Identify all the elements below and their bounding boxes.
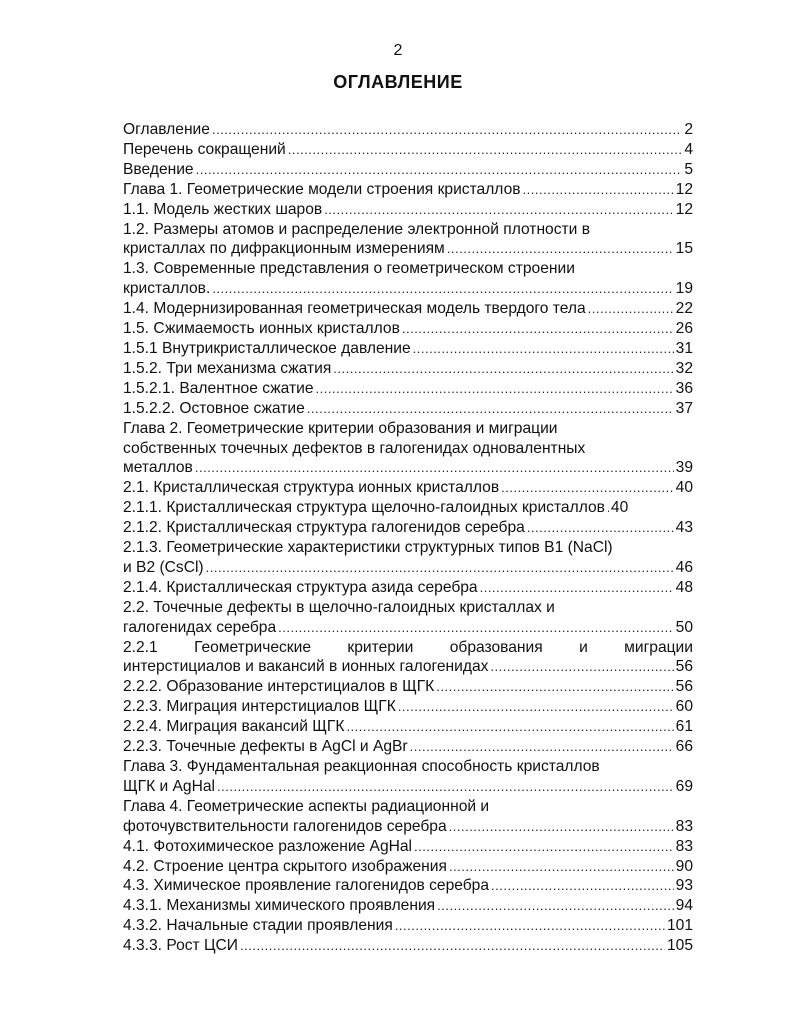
dot-leader xyxy=(523,180,674,200)
toc-entry-title: галогенидах серебра xyxy=(123,618,277,636)
toc-entry-title: 2.2.3. Миграция интерстициалов ЩГК xyxy=(123,698,396,716)
toc-entry-title: 4.1. Фотохимическое разложение AgHal xyxy=(123,837,413,855)
toc-entry-title: Перечень сокращений xyxy=(123,140,286,158)
dot-leader xyxy=(196,160,683,180)
dot-leader xyxy=(607,498,609,518)
table-of-contents xyxy=(123,120,693,956)
toc-entry-title-line: Глава 3. Фундаментальная реакционная способность кристаллов xyxy=(123,758,600,775)
toc-entry-page: 40 xyxy=(675,479,693,497)
toc-entry-page: 94 xyxy=(675,897,693,915)
toc-entry-page: 43 xyxy=(675,519,693,537)
toc-entry[interactable] xyxy=(123,120,693,140)
toc-entry[interactable] xyxy=(123,857,693,877)
toc-entry-title: Оглавление xyxy=(123,121,210,138)
toc-entry[interactable] xyxy=(123,936,693,956)
toc-entry-page: 37 xyxy=(675,399,693,417)
toc-entry-page: 2 xyxy=(684,121,693,138)
dot-leader xyxy=(490,657,673,677)
toc-entry-page: 56 xyxy=(675,658,693,676)
toc-entry-page: 12 xyxy=(675,180,693,198)
dot-leader xyxy=(410,737,674,757)
toc-entry-title: 2.1. Кристаллическая структура ионных кристаллов xyxy=(123,479,500,497)
toc-entry-title: 2.2.4. Миграция вакансий ЩГК xyxy=(123,718,345,736)
dot-leader xyxy=(346,717,673,737)
toc-word: критерии xyxy=(347,638,414,656)
toc-entry-title: 1.1. Модель жестких шаров xyxy=(123,200,323,218)
toc-entry-title: 2.1.2. Кристаллическая структура галогенидов серебра xyxy=(123,519,525,537)
toc-entry-page: 15 xyxy=(675,240,693,258)
toc-entry[interactable] xyxy=(123,538,693,578)
toc-entry-title-line: 1.3. Современные представления о геометрическом строении xyxy=(123,260,575,278)
dot-leader xyxy=(212,279,673,299)
toc-entry[interactable] xyxy=(123,339,693,359)
toc-entry[interactable] xyxy=(123,638,693,678)
toc-entry-title: кристаллов. xyxy=(123,280,211,298)
toc-entry-title: 2.2.3. Точечные дефекты в AgCl и AgBr xyxy=(123,738,408,756)
dot-leader xyxy=(288,140,683,160)
toc-word: образования xyxy=(449,638,543,656)
toc-entry[interactable] xyxy=(123,220,693,260)
toc-entry-title-line: Глава 4. Геометрические аспекты радиационной и xyxy=(123,797,490,815)
toc-entry[interactable] xyxy=(123,419,693,479)
toc-entry[interactable] xyxy=(123,200,693,220)
toc-entry-page: 61 xyxy=(675,718,693,736)
dot-leader xyxy=(402,319,674,339)
toc-entry-page: 32 xyxy=(675,359,693,377)
toc-entry-page: 66 xyxy=(675,738,693,756)
toc-entry-title-line: 2.1.3. Геометрические характеристики структурных типов В1 (NaCl) xyxy=(123,539,613,557)
toc-entry[interactable] xyxy=(123,359,693,379)
toc-entry-title-line: собственных точечных дефектов в галогенидах одновалентных xyxy=(123,439,586,457)
toc-entry-title: металлов xyxy=(123,459,193,477)
dot-leader xyxy=(278,618,674,638)
toc-entry-title: 2.1.1. Кристаллическая структура щелочно-галоидных кристаллов xyxy=(123,499,605,517)
dot-leader xyxy=(395,916,665,936)
toc-word: миграции xyxy=(624,638,693,656)
dot-leader xyxy=(449,817,674,837)
dot-leader xyxy=(527,518,674,538)
dot-leader xyxy=(449,857,674,877)
dot-leader xyxy=(413,339,674,359)
toc-entry-page: 60 xyxy=(675,698,693,716)
dot-leader xyxy=(480,578,674,598)
toc-entry[interactable] xyxy=(123,140,693,160)
toc-entry-title: 4.3. Химическое проявление галогенидов серебра xyxy=(123,877,490,895)
toc-entry-title: интерстициалов и вакансий в ионных галогенидах xyxy=(123,658,489,676)
toc-entry-page: 26 xyxy=(675,320,693,338)
toc-entry[interactable] xyxy=(123,299,693,319)
toc-entry-title: фоточувствительности галогенидов серебра xyxy=(123,817,447,835)
toc-entry-title-line: Глава 2. Геометрические критерии образования и миграции xyxy=(123,419,558,437)
toc-entry-page: 101 xyxy=(666,917,693,935)
toc-entry-page: 83 xyxy=(675,837,693,855)
dot-leader xyxy=(436,677,673,697)
toc-entry-page: 56 xyxy=(675,678,693,696)
dot-leader xyxy=(501,478,674,498)
toc-word: и xyxy=(579,638,588,656)
dot-leader xyxy=(195,458,674,478)
dot-leader xyxy=(414,837,674,857)
toc-entry-title: 2.2.2. Образование интерстициалов в ЩГК xyxy=(123,678,435,696)
toc-entry-page: 90 xyxy=(675,857,693,875)
dot-leader xyxy=(491,876,674,896)
dot-leader xyxy=(588,299,674,319)
toc-entry[interactable] xyxy=(123,797,693,837)
toc-entry-title: 1.5. Сжимаемость ионных кристаллов xyxy=(123,320,400,338)
toc-entry-page: 22 xyxy=(675,300,693,318)
toc-entry-title: Введение xyxy=(123,160,194,178)
dot-leader xyxy=(316,379,674,399)
toc-entry[interactable] xyxy=(123,578,693,598)
toc-entry[interactable] xyxy=(123,757,693,797)
toc-entry-page: 4 xyxy=(684,140,693,158)
toc-entry-page: 31 xyxy=(675,339,693,357)
toc-entry-title: 1.5.2.2. Остовное сжатие xyxy=(123,399,305,417)
toc-entry-page: 40 xyxy=(610,499,629,517)
toc-entry-title-line: 2.2. Точечные дефекты в щелочно-галоидных кристаллах и xyxy=(123,598,555,616)
dot-leader xyxy=(307,399,674,419)
dot-leader xyxy=(324,200,673,220)
dot-leader xyxy=(437,896,674,916)
toc-entry[interactable] xyxy=(123,160,693,180)
toc-entry[interactable] xyxy=(123,319,693,339)
toc-entry[interactable] xyxy=(123,717,693,737)
toc-entry[interactable] xyxy=(123,180,693,200)
toc-entry[interactable] xyxy=(123,677,693,697)
toc-entry-title: 4.3.3. Рост ЦСИ xyxy=(123,937,239,955)
toc-entry-title: 1.5.2. Три механизма сжатия xyxy=(123,359,332,377)
toc-entry-title: ЩГК и AgHal xyxy=(123,777,215,795)
toc-entry-title: и В2 (CsCl) xyxy=(123,558,204,576)
toc-entry-title: Глава 1. Геометрические модели строения кристаллов xyxy=(123,180,521,198)
toc-entry[interactable] xyxy=(123,598,693,638)
toc-entry[interactable] xyxy=(123,259,693,299)
page-number: 2 xyxy=(393,42,403,59)
toc-entry-title: 4.2. Строение центра скрытого изображения xyxy=(123,857,447,875)
toc-entry-title-line: 1.2. Размеры атомов и распределение электронной плотности в xyxy=(123,220,590,238)
toc-entry-title: 4.3.1. Механизмы химического проявления xyxy=(123,897,436,915)
toc-entry-title: 1.5.1 Внутрикристаллическое давление xyxy=(123,339,411,357)
toc-entry-page: 48 xyxy=(675,578,693,596)
toc-entry-page: 12 xyxy=(675,200,693,218)
toc-entry[interactable] xyxy=(123,697,693,717)
toc-word: Геометрические xyxy=(194,638,312,656)
dot-leader xyxy=(333,359,673,379)
toc-entry-page: 5 xyxy=(684,160,693,178)
toc-entry[interactable] xyxy=(123,896,693,916)
dot-leader xyxy=(240,936,665,956)
toc-entry[interactable] xyxy=(123,518,693,538)
toc-entry-page: 46 xyxy=(675,558,693,576)
toc-entry-title: 2.1.4. Кристаллическая структура азида серебра xyxy=(123,578,478,596)
toc-entry-page: 19 xyxy=(675,280,693,298)
dot-leader xyxy=(398,697,674,717)
toc-entry-page: 36 xyxy=(675,379,693,397)
toc-entry-title: кристаллах по дифракционным измерениям xyxy=(123,240,445,258)
toc-entry[interactable] xyxy=(123,837,693,857)
toc-entry[interactable] xyxy=(123,379,693,399)
dot-leader xyxy=(206,558,674,578)
toc-entry-title: 1.4. Модернизированная геометрическая модель твердого тела xyxy=(123,300,586,318)
toc-entry[interactable] xyxy=(123,737,693,757)
toc-entry-page: 39 xyxy=(675,459,693,477)
toc-entry-page: 83 xyxy=(675,817,693,835)
toc-entry-page: 93 xyxy=(675,877,693,895)
toc-entry-page: 50 xyxy=(675,618,693,636)
dot-leader xyxy=(217,777,674,797)
toc-entry-page: 105 xyxy=(666,937,693,955)
toc-entry-title-line xyxy=(123,638,693,658)
dot-leader xyxy=(212,120,682,140)
toc-entry-title: 1.5.2.1. Валентное сжатие xyxy=(123,379,314,397)
dot-leader xyxy=(447,239,674,259)
toc-entry-page: 69 xyxy=(675,777,693,795)
toc-entry[interactable] xyxy=(123,876,693,896)
page-title: ОГЛАВЛЕНИЕ xyxy=(333,72,463,92)
toc-entry[interactable] xyxy=(123,478,693,498)
toc-entry[interactable] xyxy=(123,498,693,518)
toc-word: 2.2.1 xyxy=(123,638,158,656)
toc-entry-title: 4.3.2. Начальные стадии проявления xyxy=(123,917,393,935)
toc-entry[interactable] xyxy=(123,399,693,419)
toc-entry[interactable] xyxy=(123,916,693,936)
